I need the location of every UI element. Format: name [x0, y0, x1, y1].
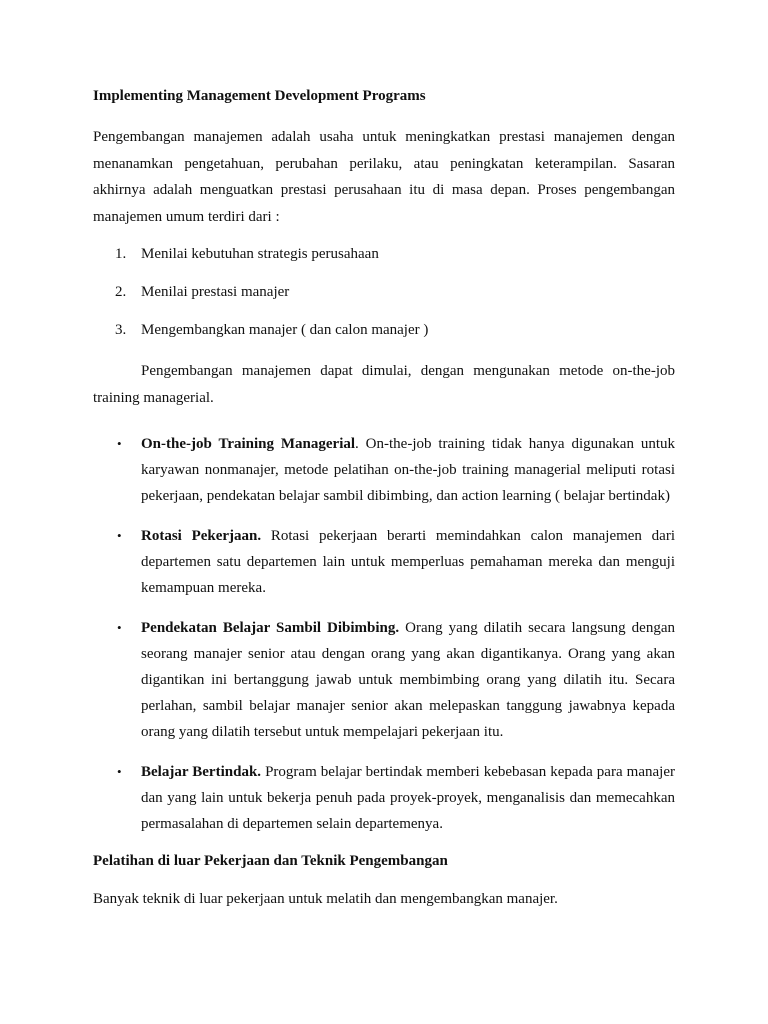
list-number: 2.	[115, 284, 127, 300]
method-intro-paragraph: Pengembangan manajemen dapat dimulai, dengan mengunakan metode on-the-job training managerial.	[93, 363, 675, 406]
bullet-text: Rotasi pekerjaan berarti memindahkan calon manajemen dari departemen satu departemen lain untuk memperluas pemahaman mereka dan menguji kemampuan mereka.	[141, 528, 675, 596]
bullet-term: Belajar Bertindak.	[141, 764, 262, 780]
list-number: 1.	[115, 246, 127, 262]
bullet-term: Rotasi Pekerjaan.	[141, 528, 262, 544]
list-item-text: Menilai kebutuhan strategis perusahaan	[141, 246, 379, 262]
list-number: 3.	[115, 322, 127, 338]
intro-paragraph: Pengembangan manajemen adalah usaha untuk meningkatkan prestasi manajemen dengan menanamkan pengetahuan, perubahan perilaku, atau peningkatan keterampilan. Sasaran akhirnya adalah menguatkan prestasi perusahaan itu di masa depan. Proses pengembangan manajemen umum terdiri dari :	[93, 129, 675, 225]
bullet-text: Orang yang dilatih secara langsung dengan seorang manajer senior atau dengan orang yang akan digantikanya. Orang yang akan digantikan ini bertanggung jawab untuk membimbing orang yang dilatih itu. Secara perlahan, sambil belajar manajer senior akan melepaskan tanggung jawabnya kepada orang yang dilatih tersebut untuk mempelajari pekerjaan itu.	[141, 620, 675, 740]
bullet-text: . On-the-job training tidak hanya digunakan untuk karyawan nonmanajer, metode pelatihan on-the-job training managerial meliputi rotasi pekerjaan, pendekatan belajar sambil dibimbing, dan action learning ( belajar bertindak)	[141, 436, 675, 504]
bullet-text: Program belajar bertindak memberi kebebasan kepada para manajer dan yang lain untuk bekerja penuh pada proyek-proyek, menganalisis dan memecahkan permasalahan di departemen selain departemenya.	[141, 764, 675, 832]
section-heading: Pelatihan di luar Pekerjaan dan Teknik Pengembangan	[93, 853, 448, 869]
list-item	[93, 523, 675, 601]
list-item	[93, 282, 675, 302]
steps-list	[93, 244, 675, 340]
section-paragraph: Banyak teknik di luar pekerjaan untuk melatih dan mengembangkan manajer.	[93, 891, 558, 907]
list-item-text: Menilai prestasi manajer	[141, 284, 290, 300]
list-item-text: Mengembangkan manajer ( dan calon manajer )	[141, 322, 429, 338]
document-title: Implementing Management Development Programs	[93, 88, 426, 104]
bullet-icon: •	[117, 436, 122, 451]
bullet-term: On-the-job Training Managerial	[141, 436, 356, 452]
bullet-icon: •	[117, 764, 122, 779]
list-item	[93, 431, 675, 509]
bullet-icon: •	[117, 528, 122, 543]
list-item	[93, 320, 675, 340]
bullet-term: Pendekatan Belajar Sambil Dibimbing.	[141, 620, 400, 636]
methods-bullet-list	[93, 431, 675, 837]
list-item	[93, 759, 675, 837]
list-item	[93, 244, 675, 264]
bullet-icon: •	[117, 620, 122, 635]
list-item	[93, 615, 675, 745]
